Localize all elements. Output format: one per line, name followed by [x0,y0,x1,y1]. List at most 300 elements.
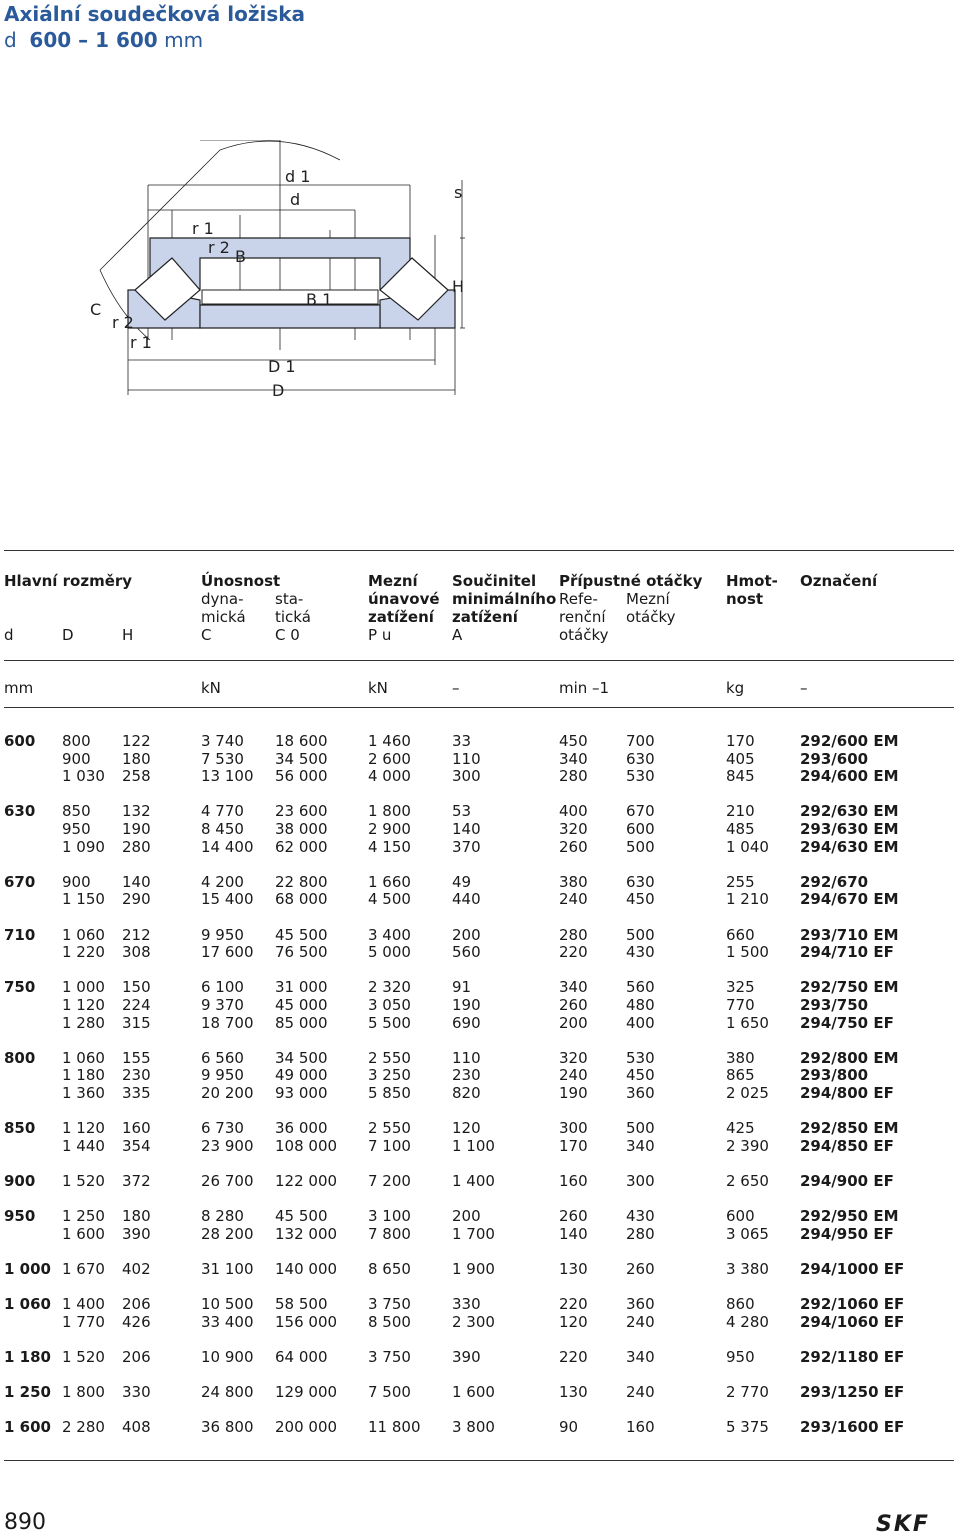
cell-designation: 294/850 EF [800,1136,894,1155]
cell-static-load: 23 600 [275,802,328,821]
cell-static-load: 62 000 [275,837,328,856]
header-limiting-1: Mezní [626,590,670,608]
label-r2-top: r 2 [208,238,230,257]
cell-min-load-factor: 330 [452,1295,481,1314]
cell-mass: 170 [726,732,755,750]
cell-dynamic-load: 7 530 [201,749,244,768]
cell-outside-diameter: 1 180 [62,1066,105,1085]
cell-bore-diameter: 1 250 [4,1383,51,1402]
cell-limiting-speed: 670 [626,802,655,821]
cell-designation: 294/750 EF [800,1013,894,1032]
cell-min-load-factor: 2 300 [452,1312,495,1331]
cell-outside-diameter: 1 400 [62,1295,105,1314]
cell-limiting-speed: 600 [626,820,655,838]
cell-limiting-speed: 500 [626,1119,655,1138]
cell-mass: 950 [726,1348,755,1366]
cell-fatigue-limit: 1 460 [368,732,411,750]
header-symbol-C: C [201,626,212,644]
cell-dynamic-load: 18 700 [201,1013,254,1032]
cell-dynamic-load: 10 900 [201,1348,254,1366]
cell-designation: 293/800 [800,1066,869,1085]
cell-height: 180 [122,749,151,768]
subtitle-symbol: d [4,28,17,52]
cell-fatigue-limit: 3 750 [368,1348,411,1366]
cell-mass: 325 [726,978,755,997]
cell-height: 330 [122,1383,151,1402]
cell-outside-diameter: 1 150 [62,890,105,909]
cell-outside-diameter: 1 060 [62,925,105,944]
cell-fatigue-limit: 7 100 [368,1136,411,1155]
cell-static-load: 45 500 [275,925,328,944]
unit-min-load: – [452,679,460,697]
cell-static-load: 36 000 [275,1119,328,1138]
cell-designation: 294/1000 EF [800,1260,905,1278]
header-load-ratings: Únosnost [201,572,281,590]
cell-bore-diameter: 630 [4,802,36,821]
cell-designation: 293/600 [800,749,869,768]
cell-fatigue-limit: 7 200 [368,1172,411,1190]
cell-mass: 600 [726,1207,755,1226]
cell-min-load-factor: 820 [452,1084,481,1102]
cell-limiting-speed: 340 [626,1136,655,1155]
cell-static-load: 18 600 [275,732,328,750]
cell-limiting-speed: 530 [626,1048,655,1067]
cell-mass: 860 [726,1295,755,1314]
cell-limiting-speed: 240 [626,1312,655,1331]
header-symbol-H: H [122,626,134,644]
cell-dynamic-load: 9 950 [201,925,244,944]
cell-height: 354 [122,1136,151,1155]
cell-static-load: 108 000 [275,1136,338,1155]
cell-min-load-factor: 1 100 [452,1136,495,1155]
cell-bore-diameter: 850 [4,1119,36,1138]
cell-min-load-factor: 3 800 [452,1418,495,1437]
cell-height: 280 [122,837,151,856]
cell-mass: 210 [726,802,755,821]
cell-outside-diameter: 1 000 [62,978,105,997]
header-rule [4,660,954,661]
header-min-load-2: minimálního [452,590,557,608]
cell-fatigue-limit: 5 000 [368,943,411,962]
label-C: C [90,300,102,319]
cell-reference-speed: 380 [559,872,588,891]
units-rule [4,707,954,708]
cell-static-load: 156 000 [275,1312,338,1331]
cell-dynamic-load: 9 950 [201,1066,244,1085]
cell-static-load: 38 000 [275,820,328,838]
cell-min-load-factor: 110 [452,1048,481,1067]
cell-mass: 2 770 [726,1383,769,1402]
cell-mass: 425 [726,1119,755,1138]
cell-outside-diameter: 1 360 [62,1084,105,1102]
cell-static-load: 140 000 [275,1260,338,1278]
cell-min-load-factor: 33 [452,732,472,750]
cell-reference-speed: 170 [559,1136,588,1155]
cell-static-load: 64 000 [275,1348,328,1366]
cell-mass: 1 500 [726,943,769,962]
cell-designation: 293/1250 EF [800,1383,905,1402]
cell-mass: 770 [726,996,755,1014]
cell-min-load-factor: 230 [452,1066,481,1085]
header-symbol-Pu: P u [368,626,392,644]
cell-bore-diameter: 800 [4,1048,36,1067]
cell-fatigue-limit: 11 800 [368,1418,421,1437]
cell-mass: 1 210 [726,890,769,909]
cell-mass: 660 [726,925,755,944]
cell-reference-speed: 190 [559,1084,588,1102]
cell-mass: 3 065 [726,1224,769,1243]
cell-height: 308 [122,943,151,962]
header-dynamic-1: dyna- [201,590,244,608]
cell-mass: 4 280 [726,1312,769,1331]
cell-mass: 3 380 [726,1260,769,1278]
page-title: Axiální soudečková ložiska [4,2,306,26]
cell-designation: 294/710 EF [800,943,894,962]
cell-dynamic-load: 4 200 [201,872,244,891]
cell-height: 140 [122,872,151,891]
header-main-dimensions: Hlavní rozměry [4,572,133,590]
cell-fatigue-limit: 3 400 [368,925,411,944]
cell-reference-speed: 450 [559,732,588,750]
cell-min-load-factor: 53 [452,802,472,821]
cell-height: 408 [122,1418,151,1437]
cell-reference-speed: 400 [559,802,588,821]
cell-limiting-speed: 300 [626,1172,655,1190]
cell-designation: 294/1060 EF [800,1312,905,1331]
bearing-cross-section-drawing [80,140,500,410]
cell-dynamic-load: 33 400 [201,1312,254,1331]
cell-min-load-factor: 1 700 [452,1224,495,1243]
header-symbol-D: D [62,626,74,644]
header-limiting-2: otáčky [626,608,676,626]
cell-fatigue-limit: 1 660 [368,872,411,891]
cell-designation: 294/950 EF [800,1224,894,1243]
cell-outside-diameter: 850 [62,802,91,821]
label-D1: D 1 [268,357,296,376]
cell-outside-diameter: 1 800 [62,1383,105,1402]
cell-static-load: 45 500 [275,1207,328,1226]
label-B: B [235,247,246,266]
cell-fatigue-limit: 2 320 [368,978,411,997]
cell-bore-diameter: 1 060 [4,1295,51,1314]
cell-height: 290 [122,890,151,909]
cell-designation: 294/600 EM [800,767,899,786]
cell-min-load-factor: 440 [452,890,481,909]
cell-reference-speed: 160 [559,1172,588,1190]
cell-static-load: 122 000 [275,1172,338,1190]
cell-bore-diameter: 600 [4,732,36,750]
cell-static-load: 68 000 [275,890,328,909]
cell-designation: 292/750 EM [800,978,899,997]
cell-outside-diameter: 1 770 [62,1312,105,1331]
label-r1-top: r 1 [192,219,214,238]
label-D: D [272,381,285,400]
cell-designation: 294/670 EM [800,890,899,909]
cell-min-load-factor: 1 600 [452,1383,495,1402]
cell-bore-diameter: 1 180 [4,1348,51,1366]
cell-outside-diameter: 1 520 [62,1348,105,1366]
cell-outside-diameter: 1 030 [62,767,105,786]
cell-reference-speed: 320 [559,1048,588,1067]
cell-outside-diameter: 1 520 [62,1172,105,1190]
cell-outside-diameter: 900 [62,749,91,768]
cell-reference-speed: 260 [559,996,588,1014]
cell-height: 402 [122,1260,151,1278]
subtitle-range: 600 – 1 600 [29,28,158,52]
cell-designation: 292/1060 EF [800,1295,905,1314]
cell-dynamic-load: 6 560 [201,1048,244,1067]
cell-reference-speed: 220 [559,1295,588,1314]
header-mass-2: nost [726,590,764,608]
cell-limiting-speed: 160 [626,1418,655,1437]
unit-load: kN [201,679,221,697]
cell-static-load: 45 000 [275,996,328,1014]
cell-outside-diameter: 950 [62,820,91,838]
header-symbol-C0: C 0 [275,626,300,644]
cell-min-load-factor: 200 [452,925,481,944]
cell-designation: 292/600 EM [800,732,899,750]
cell-min-load-factor: 690 [452,1013,481,1032]
cell-dynamic-load: 6 730 [201,1119,244,1138]
cell-min-load-factor: 370 [452,837,481,856]
cell-limiting-speed: 280 [626,1224,655,1243]
cell-min-load-factor: 190 [452,996,481,1014]
cell-dynamic-load: 28 200 [201,1224,254,1243]
cell-limiting-speed: 430 [626,943,655,962]
cell-fatigue-limit: 4 500 [368,890,411,909]
cell-static-load: 132 000 [275,1224,338,1243]
label-d1: d 1 [285,167,311,186]
header-reference-2: renční [559,608,606,626]
cell-fatigue-limit: 7 800 [368,1224,411,1243]
cell-bore-diameter: 1 000 [4,1260,51,1278]
cell-height: 160 [122,1119,151,1138]
cell-limiting-speed: 260 [626,1260,655,1278]
cell-bore-diameter: 900 [4,1172,36,1190]
cell-bore-diameter: 1 600 [4,1418,51,1437]
cell-reference-speed: 300 [559,1119,588,1138]
cell-outside-diameter: 1 600 [62,1224,105,1243]
cell-fatigue-limit: 3 750 [368,1295,411,1314]
cell-height: 390 [122,1224,151,1243]
cell-reference-speed: 130 [559,1260,588,1278]
cell-fatigue-limit: 2 900 [368,820,411,838]
cell-mass: 5 375 [726,1418,769,1437]
unit-mass: kg [726,679,745,697]
cell-mass: 2 650 [726,1172,769,1190]
cell-reference-speed: 140 [559,1224,588,1243]
table-top-rule [4,550,954,551]
cell-outside-diameter: 800 [62,732,91,750]
cell-fatigue-limit: 8 500 [368,1312,411,1331]
cell-limiting-speed: 500 [626,925,655,944]
label-r2-left: r 2 [112,313,134,332]
cell-reference-speed: 260 [559,837,588,856]
cell-reference-speed: 200 [559,1013,588,1032]
header-symbol-d: d [4,626,14,644]
cell-min-load-factor: 110 [452,749,481,768]
header-symbol-A: A [452,626,463,644]
cell-mass: 845 [726,767,755,786]
cell-fatigue-limit: 1 800 [368,802,411,821]
cell-min-load-factor: 1 900 [452,1260,495,1278]
cell-static-load: 200 000 [275,1418,338,1437]
cell-reference-speed: 130 [559,1383,588,1402]
page-number: 890 [4,1510,46,1535]
cell-dynamic-load: 15 400 [201,890,254,909]
cell-dynamic-load: 8 450 [201,820,244,838]
cell-reference-speed: 120 [559,1312,588,1331]
cell-designation: 292/950 EM [800,1207,899,1226]
header-reference-1: Refe- [559,590,598,608]
cell-min-load-factor: 140 [452,820,481,838]
cell-bore-diameter: 710 [4,925,36,944]
unit-fatigue: kN [368,679,388,697]
cell-static-load: 34 500 [275,749,328,768]
cell-static-load: 93 000 [275,1084,328,1102]
subtitle-unit: mm [164,28,204,52]
cell-limiting-speed: 700 [626,732,655,750]
cell-limiting-speed: 360 [626,1084,655,1102]
cell-dynamic-load: 20 200 [201,1084,254,1102]
header-reference-3: otáčky [559,626,609,644]
header-fatigue-load: Mezní [368,572,418,590]
cell-fatigue-limit: 4 150 [368,837,411,856]
cell-height: 132 [122,802,151,821]
label-B1: B 1 [306,290,333,309]
cell-limiting-speed: 240 [626,1383,655,1402]
cell-dynamic-load: 8 280 [201,1207,244,1226]
cell-fatigue-limit: 3 100 [368,1207,411,1226]
header-static-1: sta- [275,590,304,608]
cell-reference-speed: 90 [559,1418,579,1437]
cell-outside-diameter: 1 120 [62,996,105,1014]
cell-height: 122 [122,732,151,750]
cell-fatigue-limit: 2 550 [368,1119,411,1138]
cell-dynamic-load: 31 100 [201,1260,254,1278]
cell-mass: 865 [726,1066,755,1085]
cell-height: 155 [122,1048,151,1067]
cell-designation: 294/800 EF [800,1084,894,1102]
cell-outside-diameter: 2 280 [62,1418,105,1437]
brand-logo-text: SKF [876,1512,930,1534]
cell-dynamic-load: 3 740 [201,732,244,750]
cell-outside-diameter: 1 670 [62,1260,105,1278]
cell-limiting-speed: 450 [626,1066,655,1085]
cell-bore-diameter: 750 [4,978,36,997]
cell-bore-diameter: 670 [4,872,36,891]
cell-designation: 294/630 EM [800,837,899,856]
cell-height: 315 [122,1013,151,1032]
cell-mass: 1 650 [726,1013,769,1032]
cell-static-load: 34 500 [275,1048,328,1067]
cell-dynamic-load: 9 370 [201,996,244,1014]
cell-height: 230 [122,1066,151,1085]
cell-height: 224 [122,996,151,1014]
unit-designation: – [800,679,808,697]
cell-outside-diameter: 1 220 [62,943,105,962]
cell-outside-diameter: 1 090 [62,837,105,856]
cell-limiting-speed: 430 [626,1207,655,1226]
cell-outside-diameter: 1 440 [62,1136,105,1155]
header-static-2: tická [275,608,311,626]
page-subtitle [4,28,203,52]
cell-static-load: 58 500 [275,1295,328,1314]
cell-mass: 2 390 [726,1136,769,1155]
header-min-load-3: zatížení [452,608,518,626]
cell-dynamic-load: 24 800 [201,1383,254,1402]
cell-limiting-speed: 530 [626,767,655,786]
cell-designation: 292/850 EM [800,1119,899,1138]
cell-designation: 292/670 [800,872,869,891]
cell-mass: 485 [726,820,755,838]
cell-fatigue-limit: 4 000 [368,767,411,786]
cell-reference-speed: 280 [559,767,588,786]
cell-reference-speed: 260 [559,1207,588,1226]
cell-reference-speed: 280 [559,925,588,944]
cell-height: 206 [122,1348,151,1366]
cell-designation: 292/1180 EF [800,1348,905,1366]
cell-fatigue-limit: 3 050 [368,996,411,1014]
cell-reference-speed: 340 [559,978,588,997]
cell-mass: 255 [726,872,755,891]
cell-static-load: 76 500 [275,943,328,962]
cell-dynamic-load: 36 800 [201,1418,254,1437]
cell-min-load-factor: 390 [452,1348,481,1366]
cell-dynamic-load: 14 400 [201,837,254,856]
header-speed-ratings: Přípustné otáčky [559,572,703,590]
cell-reference-speed: 340 [559,749,588,768]
cell-min-load-factor: 200 [452,1207,481,1226]
cell-designation: 293/750 [800,996,869,1014]
cell-designation: 293/630 EM [800,820,899,838]
cell-fatigue-limit: 2 550 [368,1048,411,1067]
label-s: s [454,183,463,202]
cell-bore-diameter: 950 [4,1207,36,1226]
table-bottom-rule [4,1460,954,1461]
brand-logo [876,1512,952,1534]
cell-height: 372 [122,1172,151,1190]
cell-mass: 2 025 [726,1084,769,1102]
cell-reference-speed: 220 [559,1348,588,1366]
cell-fatigue-limit: 7 500 [368,1383,411,1402]
cell-fatigue-limit: 3 250 [368,1066,411,1085]
cell-fatigue-limit: 5 850 [368,1084,411,1102]
cell-limiting-speed: 500 [626,837,655,856]
cell-dynamic-load: 6 100 [201,978,244,997]
cell-min-load-factor: 120 [452,1119,481,1138]
cell-mass: 380 [726,1048,755,1067]
cell-reference-speed: 240 [559,1066,588,1085]
cell-designation: 293/1600 EF [800,1418,905,1437]
cell-outside-diameter: 900 [62,872,91,891]
cell-static-load: 129 000 [275,1383,338,1402]
header-fatigue-2: únavové [368,590,440,608]
cell-limiting-speed: 450 [626,890,655,909]
cell-dynamic-load: 23 900 [201,1136,254,1155]
cell-static-load: 31 000 [275,978,328,997]
cell-min-load-factor: 91 [452,978,472,997]
cell-fatigue-limit: 2 600 [368,749,411,768]
cell-mass: 405 [726,749,755,768]
cell-designation: 292/630 EM [800,802,899,821]
cell-static-load: 22 800 [275,872,328,891]
header-min-load: Součinitel [452,572,537,590]
cell-reference-speed: 240 [559,890,588,909]
cell-limiting-speed: 400 [626,1013,655,1032]
cell-limiting-speed: 340 [626,1348,655,1366]
cell-min-load-factor: 1 400 [452,1172,495,1190]
